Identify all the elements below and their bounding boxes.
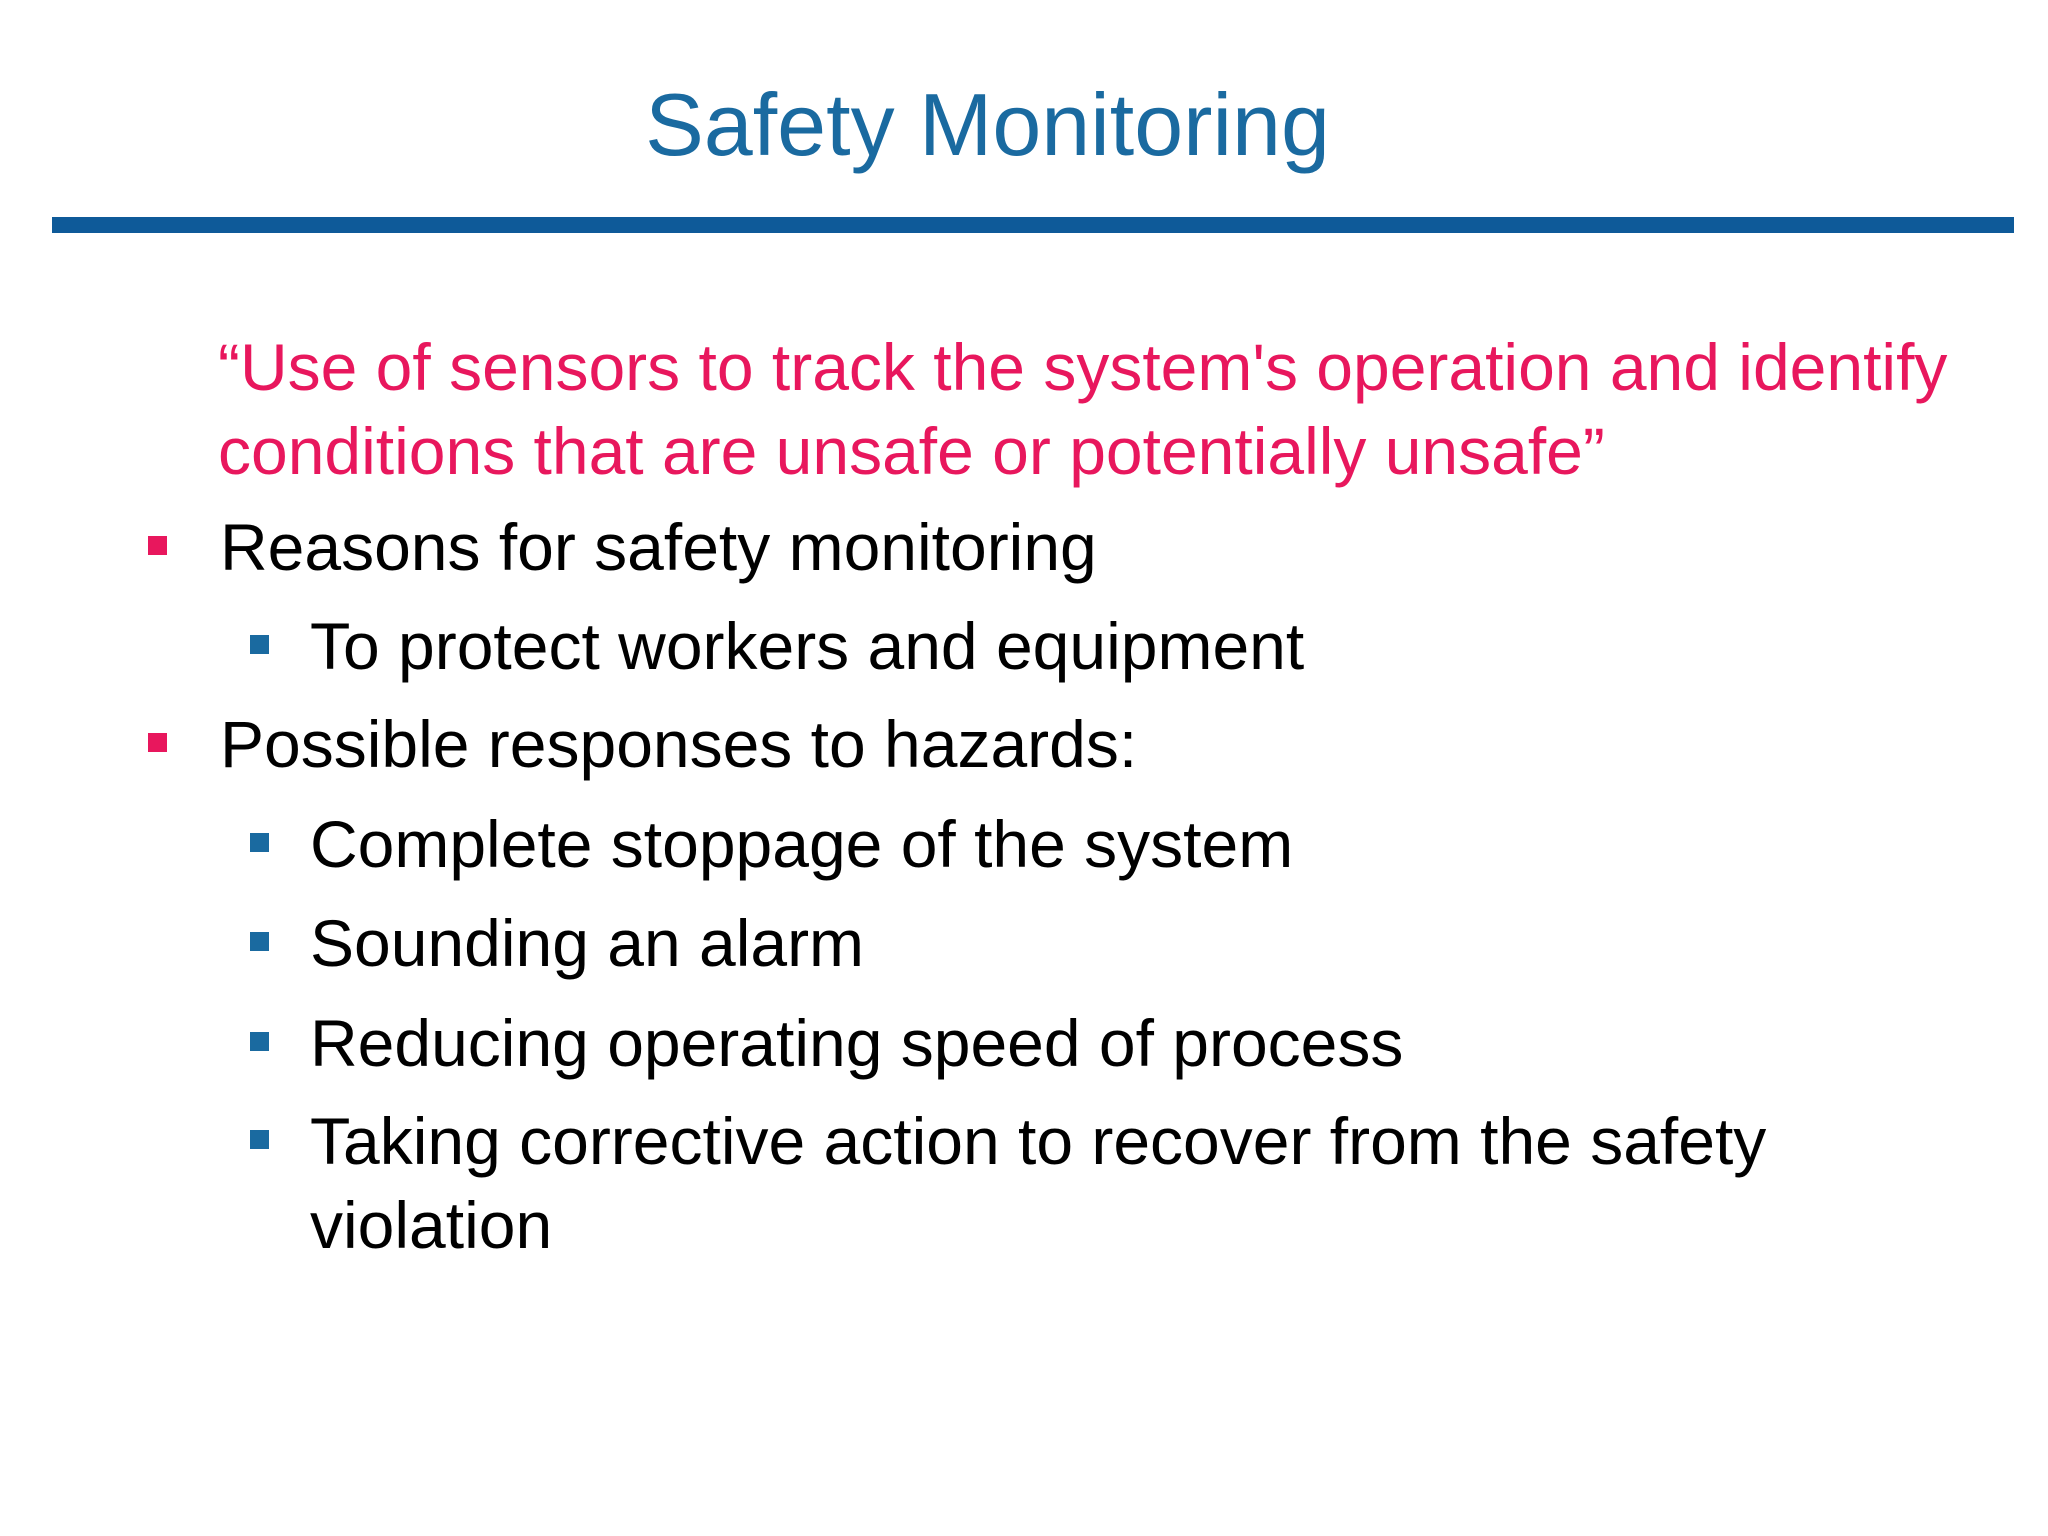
sub-bullet-item [310, 1099, 1930, 1267]
sub-bullet-item [310, 802, 1930, 886]
sub-bullet-item [310, 604, 1930, 688]
square-bullet-icon [250, 1032, 269, 1051]
bullet-text: Taking corrective action to recover from the safety violation [310, 1104, 1767, 1262]
square-bullet-icon [250, 1130, 269, 1149]
bullet-text: Reducing operating speed of process [310, 1006, 1404, 1080]
bullet-text: Reasons for safety monitoring [220, 510, 1097, 584]
definition-quote: “Use of sensors to track the system's operation and identify conditions that are unsafe or potentially unsafe” [218, 330, 1948, 488]
square-bullet-icon [250, 932, 269, 951]
sub-bullet-item [310, 901, 1930, 985]
title-divider [52, 217, 2014, 233]
bullet-item [220, 505, 1920, 589]
square-bullet-icon [148, 733, 167, 752]
bullet-item [220, 702, 1920, 786]
square-bullet-icon [250, 635, 269, 654]
square-bullet-icon [148, 536, 167, 555]
square-bullet-icon [250, 833, 269, 852]
slide-title: Safety Monitoring [645, 75, 1330, 174]
bullet-text: Complete stoppage of the system [310, 807, 1294, 881]
bullet-text: To protect workers and equipment [310, 609, 1305, 683]
bullet-text: Possible responses to hazards: [220, 707, 1138, 781]
sub-bullet-item [310, 1001, 1930, 1085]
bullet-text: Sounding an alarm [310, 906, 865, 980]
